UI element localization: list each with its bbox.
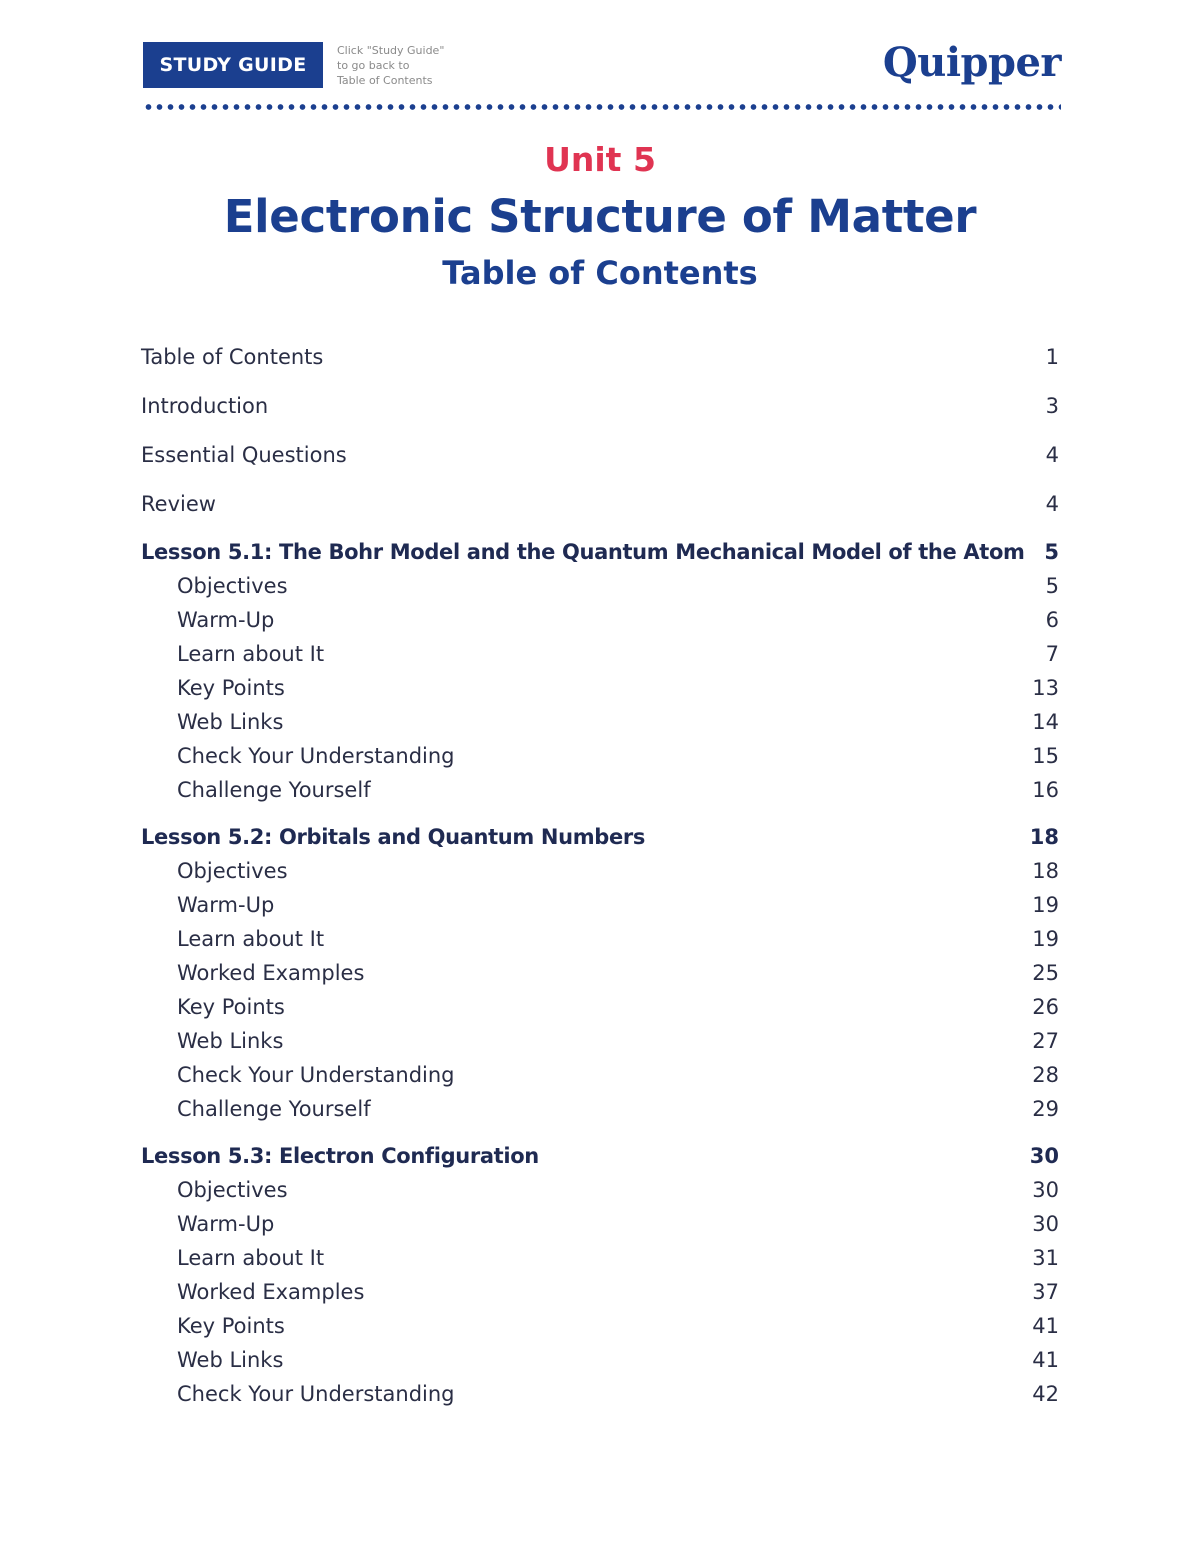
study-guide-button[interactable]: STUDY GUIDE xyxy=(143,42,323,88)
toc-entry-label: Introduction xyxy=(141,394,269,418)
toc-entry-page: 4 xyxy=(1045,492,1059,516)
toc-entry-page: 27 xyxy=(1032,1029,1059,1053)
toc-entry-label: Objectives xyxy=(177,859,288,883)
toc-entry-page: 5 xyxy=(1044,540,1059,564)
hint-line: Click "Study Guide" xyxy=(337,44,445,57)
toc-entry-page: 5 xyxy=(1045,574,1059,598)
toc-entry-label: Lesson 5.1: The Bohr Model and the Quantum Mechanical Model of the Atom xyxy=(141,540,1025,564)
toc-entry-page: 3 xyxy=(1045,394,1059,418)
toc-entry-page: 30 xyxy=(1032,1178,1059,1202)
toc-entry-label: Challenge Yourself xyxy=(177,778,371,802)
toc-entry-label: Warm-Up xyxy=(177,1212,275,1236)
toc-entry-label: Worked Examples xyxy=(177,1280,365,1304)
toc-entry-page: 19 xyxy=(1032,927,1059,951)
toc-entry-label: Check Your Understanding xyxy=(177,744,455,768)
toc-entry[interactable] xyxy=(141,958,1059,988)
page-title: Electronic Structure of Matter xyxy=(223,190,977,243)
toc-entry-page: 18 xyxy=(1029,825,1059,849)
toc-entry[interactable] xyxy=(141,1209,1059,1239)
toc-heading: Table of Contents xyxy=(442,254,758,292)
toc-entry-page: 18 xyxy=(1032,859,1059,883)
toc-entry[interactable] xyxy=(141,639,1059,669)
toc-entry[interactable] xyxy=(141,1026,1059,1056)
toc-entry[interactable] xyxy=(141,1311,1059,1341)
toc-entry-label: Table of Contents xyxy=(141,345,324,369)
toc-entry[interactable] xyxy=(141,1094,1059,1124)
dotted-divider xyxy=(143,104,1061,110)
toc-entry-page: 1 xyxy=(1045,345,1059,369)
toc-entry[interactable] xyxy=(141,605,1059,635)
toc-entry-page: 30 xyxy=(1032,1212,1059,1236)
toc-lesson-entry[interactable] xyxy=(141,1141,1059,1171)
toc-entry-page: 25 xyxy=(1032,961,1059,985)
toc-entry-page: 28 xyxy=(1032,1063,1059,1087)
toc-entry-page: 19 xyxy=(1032,893,1059,917)
hint-line: Table of Contents xyxy=(337,74,433,87)
toc-entry-page: 15 xyxy=(1032,744,1059,768)
toc-entry-label: Review xyxy=(141,492,216,516)
toc-entry-page: 37 xyxy=(1032,1280,1059,1304)
toc-entry-page: 30 xyxy=(1029,1144,1059,1168)
toc-lesson-entry[interactable] xyxy=(141,822,1059,852)
toc-entry-label: Learn about It xyxy=(177,642,325,666)
toc-entry-page: 16 xyxy=(1032,778,1059,802)
toc-entry-label: Warm-Up xyxy=(177,608,275,632)
toc-entry[interactable] xyxy=(141,440,1059,470)
toc-entry[interactable] xyxy=(141,1175,1059,1205)
toc-entry-page: 26 xyxy=(1032,995,1059,1019)
toc-entry-label: Lesson 5.2: Orbitals and Quantum Numbers xyxy=(141,825,645,849)
toc-entry-label: Worked Examples xyxy=(177,961,365,985)
toc-entry-label: Key Points xyxy=(177,995,285,1019)
toc-lesson-entry[interactable] xyxy=(141,537,1059,567)
toc-entry-page: 6 xyxy=(1045,608,1059,632)
toc-entry-label: Check Your Understanding xyxy=(177,1382,455,1406)
toc-entry-label: Web Links xyxy=(177,1029,284,1053)
toc-entry-label: Check Your Understanding xyxy=(177,1063,455,1087)
toc-entry-label: Key Points xyxy=(177,676,285,700)
quipper-logo: Quipper xyxy=(882,39,1061,86)
toc-entry[interactable] xyxy=(141,775,1059,805)
toc-entry-label: Warm-Up xyxy=(177,893,275,917)
toc-entry[interactable] xyxy=(141,1277,1059,1307)
toc-entry-page: 14 xyxy=(1032,710,1059,734)
toc-entry-label: Learn about It xyxy=(177,927,325,951)
toc-entry[interactable] xyxy=(141,1060,1059,1090)
toc-entry[interactable] xyxy=(141,1243,1059,1273)
toc-entry[interactable] xyxy=(141,391,1059,421)
toc-entry-label: Objectives xyxy=(177,1178,288,1202)
unit-label: Unit 5 xyxy=(544,140,656,179)
toc-entry[interactable] xyxy=(141,924,1059,954)
toc-entry[interactable] xyxy=(141,1379,1059,1409)
toc-entry[interactable] xyxy=(141,342,1059,372)
toc-entry-page: 31 xyxy=(1032,1246,1059,1270)
toc-entry-label: Essential Questions xyxy=(141,443,347,467)
toc-entry[interactable] xyxy=(141,673,1059,703)
toc-entry-label: Objectives xyxy=(177,574,288,598)
toc-entry-page: 4 xyxy=(1045,443,1059,467)
toc-entry-label: Challenge Yourself xyxy=(177,1097,371,1121)
toc-entry-page: 42 xyxy=(1032,1382,1059,1406)
page-header xyxy=(143,39,1061,90)
toc-entry[interactable] xyxy=(141,707,1059,737)
toc-entry[interactable] xyxy=(141,571,1059,601)
toc-entry-page: 41 xyxy=(1032,1314,1059,1338)
toc-entry[interactable] xyxy=(141,856,1059,886)
toc-entry-label: Web Links xyxy=(177,710,284,734)
toc-entry[interactable] xyxy=(141,489,1059,519)
toc-entry[interactable] xyxy=(141,741,1059,771)
toc-entry-label: Lesson 5.3: Electron Configuration xyxy=(141,1144,539,1168)
toc-entry[interactable] xyxy=(141,1345,1059,1375)
toc-entry-page: 7 xyxy=(1045,642,1059,666)
toc-entry-label: Web Links xyxy=(177,1348,284,1372)
toc-entry-page: 29 xyxy=(1032,1097,1059,1121)
toc-entry-label: Key Points xyxy=(177,1314,285,1338)
toc-entry[interactable] xyxy=(141,992,1059,1022)
study-guide-hint xyxy=(337,43,497,88)
toc-entry-label: Learn about It xyxy=(177,1246,325,1270)
toc-entry-page: 41 xyxy=(1032,1348,1059,1372)
toc-entry-page: 13 xyxy=(1032,676,1059,700)
toc-entry[interactable] xyxy=(141,890,1059,920)
hint-line: to go back to xyxy=(337,59,410,72)
